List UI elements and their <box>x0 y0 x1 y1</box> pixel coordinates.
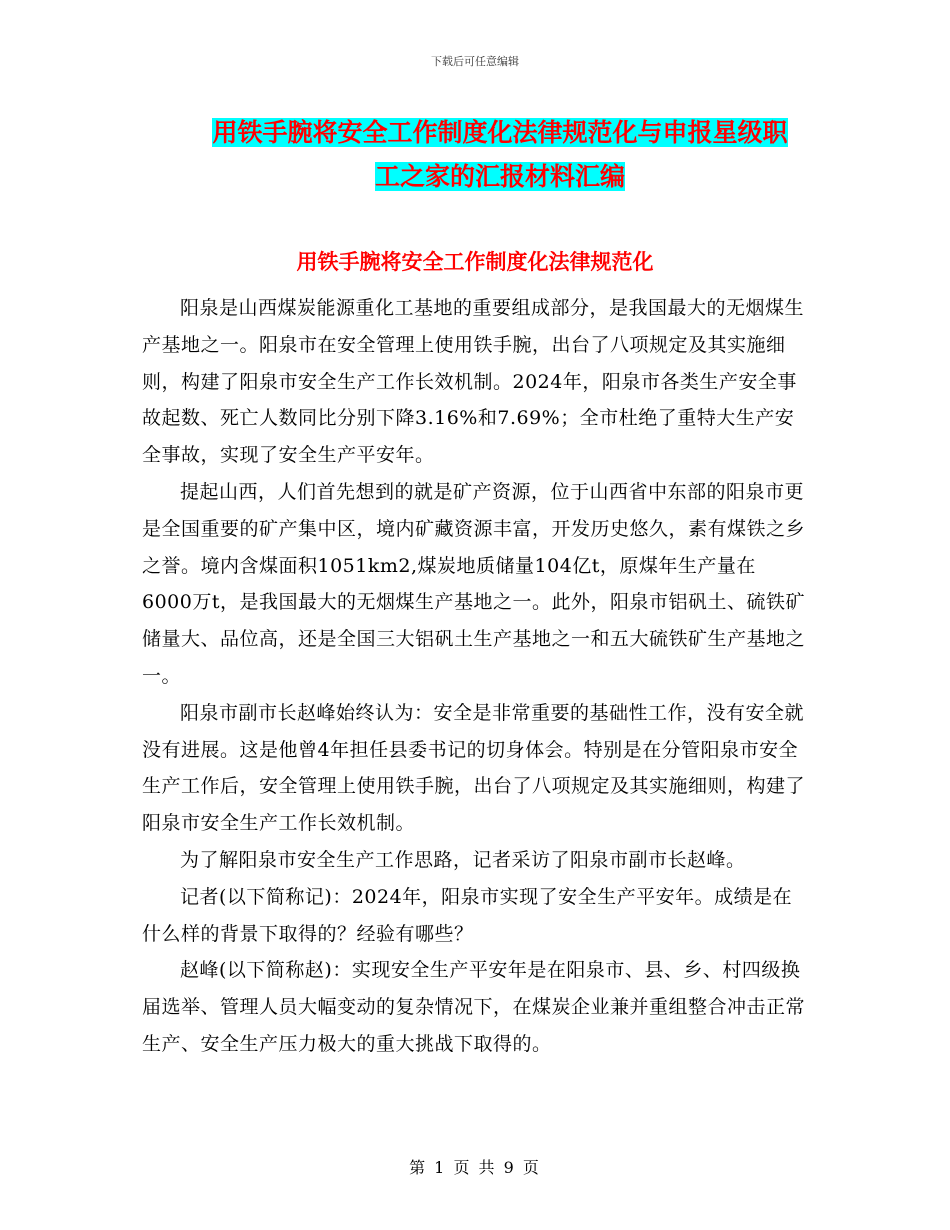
paragraph-2: 提起山西，人们首先想到的就是矿产资源，位于山西省中东部的阳泉市更是全国重要的矿产集中区，境内矿藏资源丰富，开发历史悠久，素有煤铁之乡之誉。境内含煤面积1051km2,煤炭地质储量104亿t，原煤年生产量在6000万t，是我国最大的无烟煤生产基地之一。此外，阳泉市铝矾土、硫铁矿储量大、品位高，还是全国三大铝矾土生产基地之一和五大硫铁矿生产基地之一。 <box>142 480 806 687</box>
document-title-line-1: 用铁手腕将安全工作制度化法律规范化与申报星级职 <box>212 118 788 147</box>
document-title <box>140 111 860 199</box>
page-footer: 第 1 页 共 9 页 <box>409 1158 541 1177</box>
paragraph-1: 阳泉是山西煤炭能源重化工基地的重要组成部分，是我国最大的无烟煤生产基地之一。阳泉市在安全管理上使用铁手腕，出台了八项规定及其实施细则，构建了阳泉市安全生产工作长效机制。2024年，阳泉市各类生产安全事故起数、死亡人数同比分别下降3.16%和7.69%；全市杜绝了重特大生产安全事故，实现了安全生产平安年。 <box>142 297 805 467</box>
paragraph-6: 赵峰(以下简称赵)：实现安全生产平安年是在阳泉市、县、乡、村四级换届选举、管理人员大幅变动的复杂情况下，在煤炭企业兼并重组整合冲击正常生产、安全生产压力极大的重大挑战下取得的。 <box>142 959 806 1055</box>
document-title-line-2: 工之家的汇报材料汇编 <box>374 162 625 191</box>
document-body <box>142 290 806 1063</box>
paragraph-4: 为了解阳泉市安全生产工作思路，记者采访了阳泉市副市长赵峰。 <box>180 848 746 871</box>
section-subtitle: 用铁手腕将安全工作制度化法律规范化 <box>296 250 654 274</box>
paragraph-5: 记者(以下简称记)：2024年，阳泉市实现了安全生产平安年。成绩是在什么样的背景下取得的？经验有哪些？ <box>142 885 793 945</box>
paragraph-3: 阳泉市副市长赵峰始终认为：安全是非常重要的基础性工作，没有安全就没有进展。这是他曾4年担任县委书记的切身体会。特别是在分管阳泉市安全生产工作后，安全管理上使用铁手腕，出台了八项规定及其实施细则，构建了阳泉市安全生产工作长效机制。 <box>142 701 806 835</box>
header-note: 下载后可任意编辑 <box>431 55 519 68</box>
